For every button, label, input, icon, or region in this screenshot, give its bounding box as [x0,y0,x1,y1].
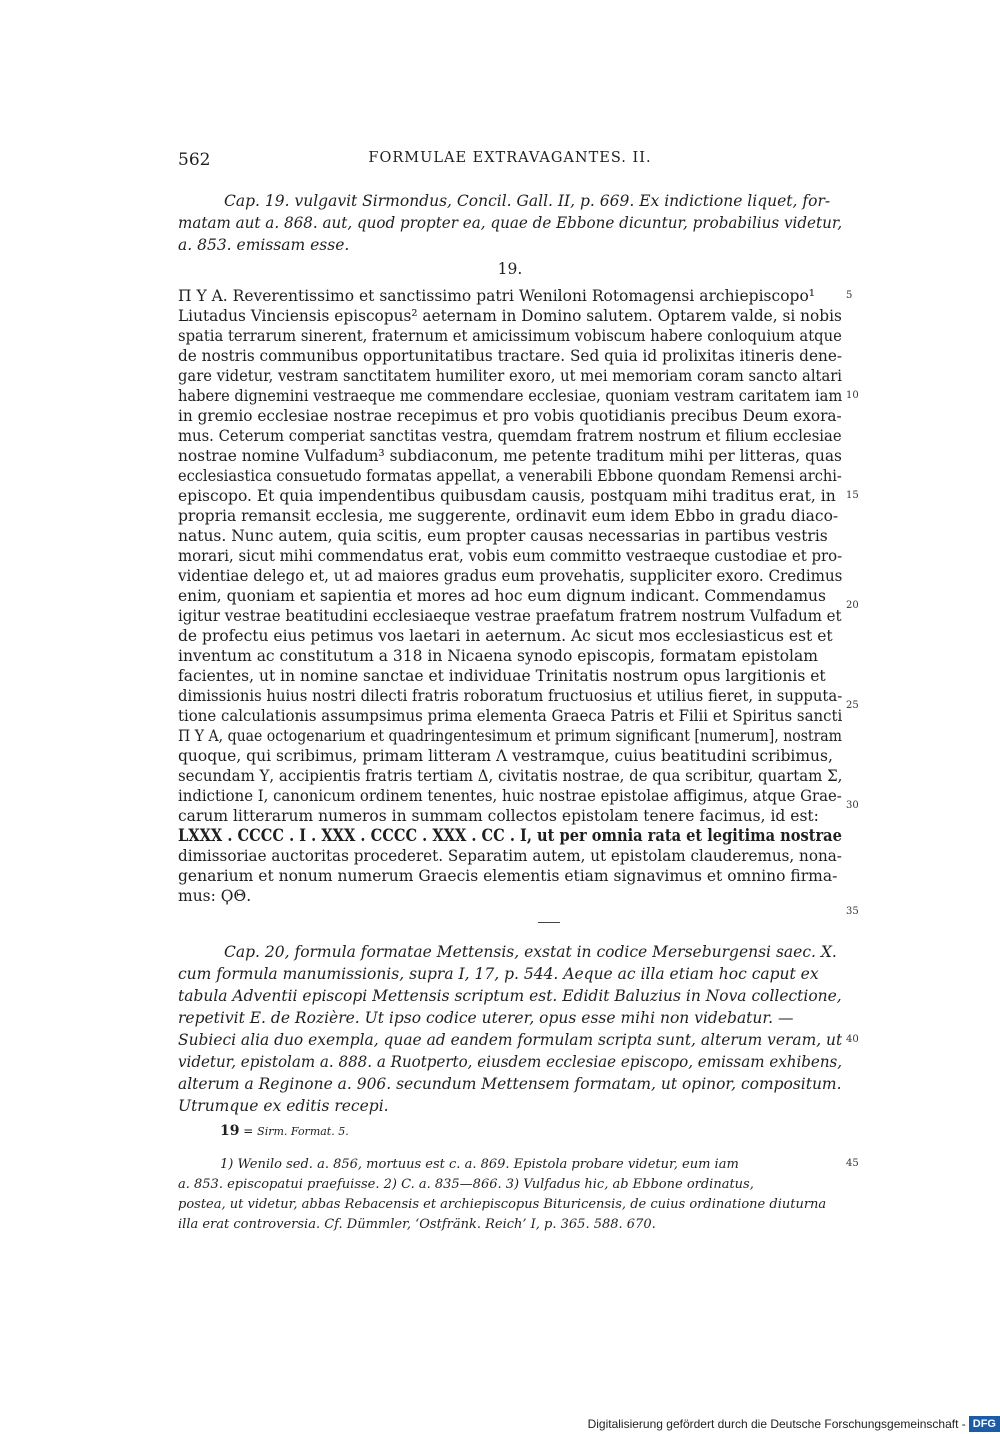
source-ref-text: Sirm. Format. 5. [257,1125,349,1138]
intro-line: matam aut a. 868. aut, quod propter ea, quae de Ebbone dicuntur, probabilius videtur, [178,214,843,232]
body-line: mus. Ceterum comperiat sanctitas vestra, quemdam fratrem nostrum et filium ecclesiae [178,427,842,445]
cap20-line: cum formula manumissionis, supra I, 17, p. 544. Aeque ac illa etiam hoc caput ex [178,965,819,983]
body-line: enim, quoniam et sapientia et mores ad hoc eum dignum indicant. Commendamus [178,587,826,605]
cap20-line: Subieci alia duo exempla, quae ad eandem formulam scripta sunt, alterum veram, ut [178,1031,842,1049]
body-line: natus. Nunc autem, quia scitis, eum propter causas necessarias in partibus vestris [178,527,828,545]
cap20-line: repetivit E. de Rozière. Ut ipso codice uterer, opus esse mihi non videbatur. — [178,1009,793,1027]
body-line: propria remansit ecclesia, me suggerente, ordinavit eum idem Ebbo in gradu diaco- [178,507,838,525]
line-number: 25 [846,700,859,711]
body-line: spatia terrarum sinerent, fraternum et amicissimum vobiscum habere conloquium atque [178,327,842,345]
line-number: 5 [846,290,853,301]
body-line: facientes, ut in nomine sanctae et individuae Trinitatis nostrum opus largitionis et [178,667,826,685]
body-line: videntiae delego et, ut ad maiores gradus eum provehatis, suppliciter exoro. Credimus [178,567,842,585]
page-number: 562 [178,150,211,170]
body-line: gare videtur, vestram sanctitatem humiliter exoro, ut mei memoriam coram sancto altari [178,367,842,385]
intro-line: Cap. 19. vulgavit Sirmondus, Concil. Gall. II, p. 669. Ex indictione liquet, for- [224,192,830,210]
cap20-line: Utrumque ex editis recepi. [178,1097,389,1115]
body-line: quoque, qui scribimus, primam litteram Λ vestramque, cuius beatitudini scribimus, [178,747,833,765]
cap20-line: videtur, epistolam a. 888. a Ruotperto, eiusdem ecclesiae episcopo, emissam exhibens, [178,1053,843,1071]
intro-line: a. 853. emissam esse. [178,236,349,254]
body-line: dimissoriae auctoritas procederet. Separatim autem, ut epistolam clauderemus, nona- [178,847,842,865]
digitization-credit [588,1414,1000,1434]
body-line: carum litterarum numeros in summam collectos epistolam tenere facimus, id est: [178,807,819,825]
running-title: FORMULAE EXTRAVAGANTES. II. [368,150,652,166]
body-line: episcopo. Et quia impendentibus quibusdam causis, postquam mihi traditus erat, in [178,487,836,505]
body-line: ecclesiastica consuetudo formatas appellat, a venerabili Ebbone quondam Remensi archi- [178,467,842,485]
line-number: 15 [846,490,859,501]
body-line: mus: ϘΘ. [178,887,251,905]
body-line: igitur vestrae beatitudini ecclesiaeque vestrae praefatum fratrem nostrum Vulfadum et [178,607,842,625]
body-line: habere dignemini vestraeque me commendare ecclesiae, quoniam vestram caritatem iam [178,387,843,405]
credit-text: Digitalisierung gefördert durch die Deutsche Forschungsgemeinschaft - [587,1417,966,1431]
body-line: indictione I, canonicum ordinem tenentes, huic nostrae epistolae affigimus, atque Grae- [178,787,842,805]
footnote-line: illa erat controversia. Cf. Dümmler, ‘Ostfränk. Reich’ I, p. 365. 588. 670. [178,1217,656,1232]
cap20-line: Cap. 20, formula formatae Mettensis, exstat in codice Merseburgensi saec. X. [224,943,837,961]
body-line-numerals: LXXX . CCCC . I . XXX . CCCC . XXX . CC . I, ut per omnia rata et legitima nostrae [178,826,842,846]
source-reference [220,1123,349,1139]
footnote-line: postea, ut videtur, abbas Rebacensis et archiepiscopus Bituricensis, de cuius ordinatione diuturna [178,1197,826,1212]
cap20-line: tabula Adventii episcopi Mettensis scriptum est. Edidit Baluzius in Nova collectione, [178,987,842,1005]
line-number: 35 [846,906,859,917]
page-header [178,150,842,174]
section-divider [538,922,560,923]
body-line: de nostris communibus opportunitatibus tractare. Sed quia id prolixitas itineris dene- [178,347,843,365]
body-line: nostrae nomine Vulfadum³ subdiaconum, me petente traditum mihi per litteras, quas [178,447,842,465]
footnote-line: 1) Wenilo sed. a. 856, mortuus est c. a. 869. Epistola probare videtur, eum iam [220,1157,739,1172]
section-number: 19. [497,260,523,278]
body-line: de profectu eius petimus vos laetari in aeternum. Ac sicut mos ecclesiasticus est et [178,627,833,645]
body-line: Π Υ Α, quae octogenarium et quadringentesimum et primum significant [numerum], nostram [178,727,842,745]
body-line: in gremio ecclesiae nostrae recepimus et pro vobis quotidianis precibus Deum exora- [178,407,842,425]
line-number: 30 [846,800,859,811]
source-ref-number: 19 [220,1123,240,1139]
line-number: 10 [846,390,859,401]
body-line: inventum ac constitutum a 318 in Nicaena synodo episcopis, formatam epistolam [178,647,818,665]
body-line: Π Υ Α. Reverentissimo et sanctissimo patri Weniloni Rotomagensi archiepiscopo¹ [178,287,815,305]
line-number: 40 [846,1034,859,1045]
body-line: secundam Υ, accipientis fratris tertiam Δ, civitatis nostrae, de qua scribitur, quartam Σ, [178,767,842,785]
dfg-logo: DFG [969,1416,1000,1432]
cap20-line: alterum a Reginone a. 906. secundum Mettensem formatam, ut opinor, compositum. [178,1075,842,1093]
line-number: 20 [846,600,859,611]
body-line: dimissionis huius nostri dilecti fratris roboratum fructuosius et utilius fieret, in supputa- [178,687,843,705]
body-line: Liutadus Vinciensis episcopus² aeternam in Domino salutem. Optarem valde, si nobis [178,307,842,325]
line-number: 45 [846,1158,859,1169]
body-line: genarium et nonum numerum Graecis elementis etiam signavimus et omnino firma- [178,867,837,885]
footnote-line: a. 853. episcopatui praefuisse. 2) C. a. 835—866. 3) Vulfadus hic, ab Ebbone ordinatus, [178,1177,754,1192]
body-line: morari, sicut mihi commendatus erat, vobis eum committo vestraeque custodiae et pro- [178,547,842,565]
body-line: tione calculationis assumpsimus prima elementa Graeca Patris et Filii et Spiritus sancti [178,707,842,725]
source-ref-equals: = [239,1124,258,1138]
